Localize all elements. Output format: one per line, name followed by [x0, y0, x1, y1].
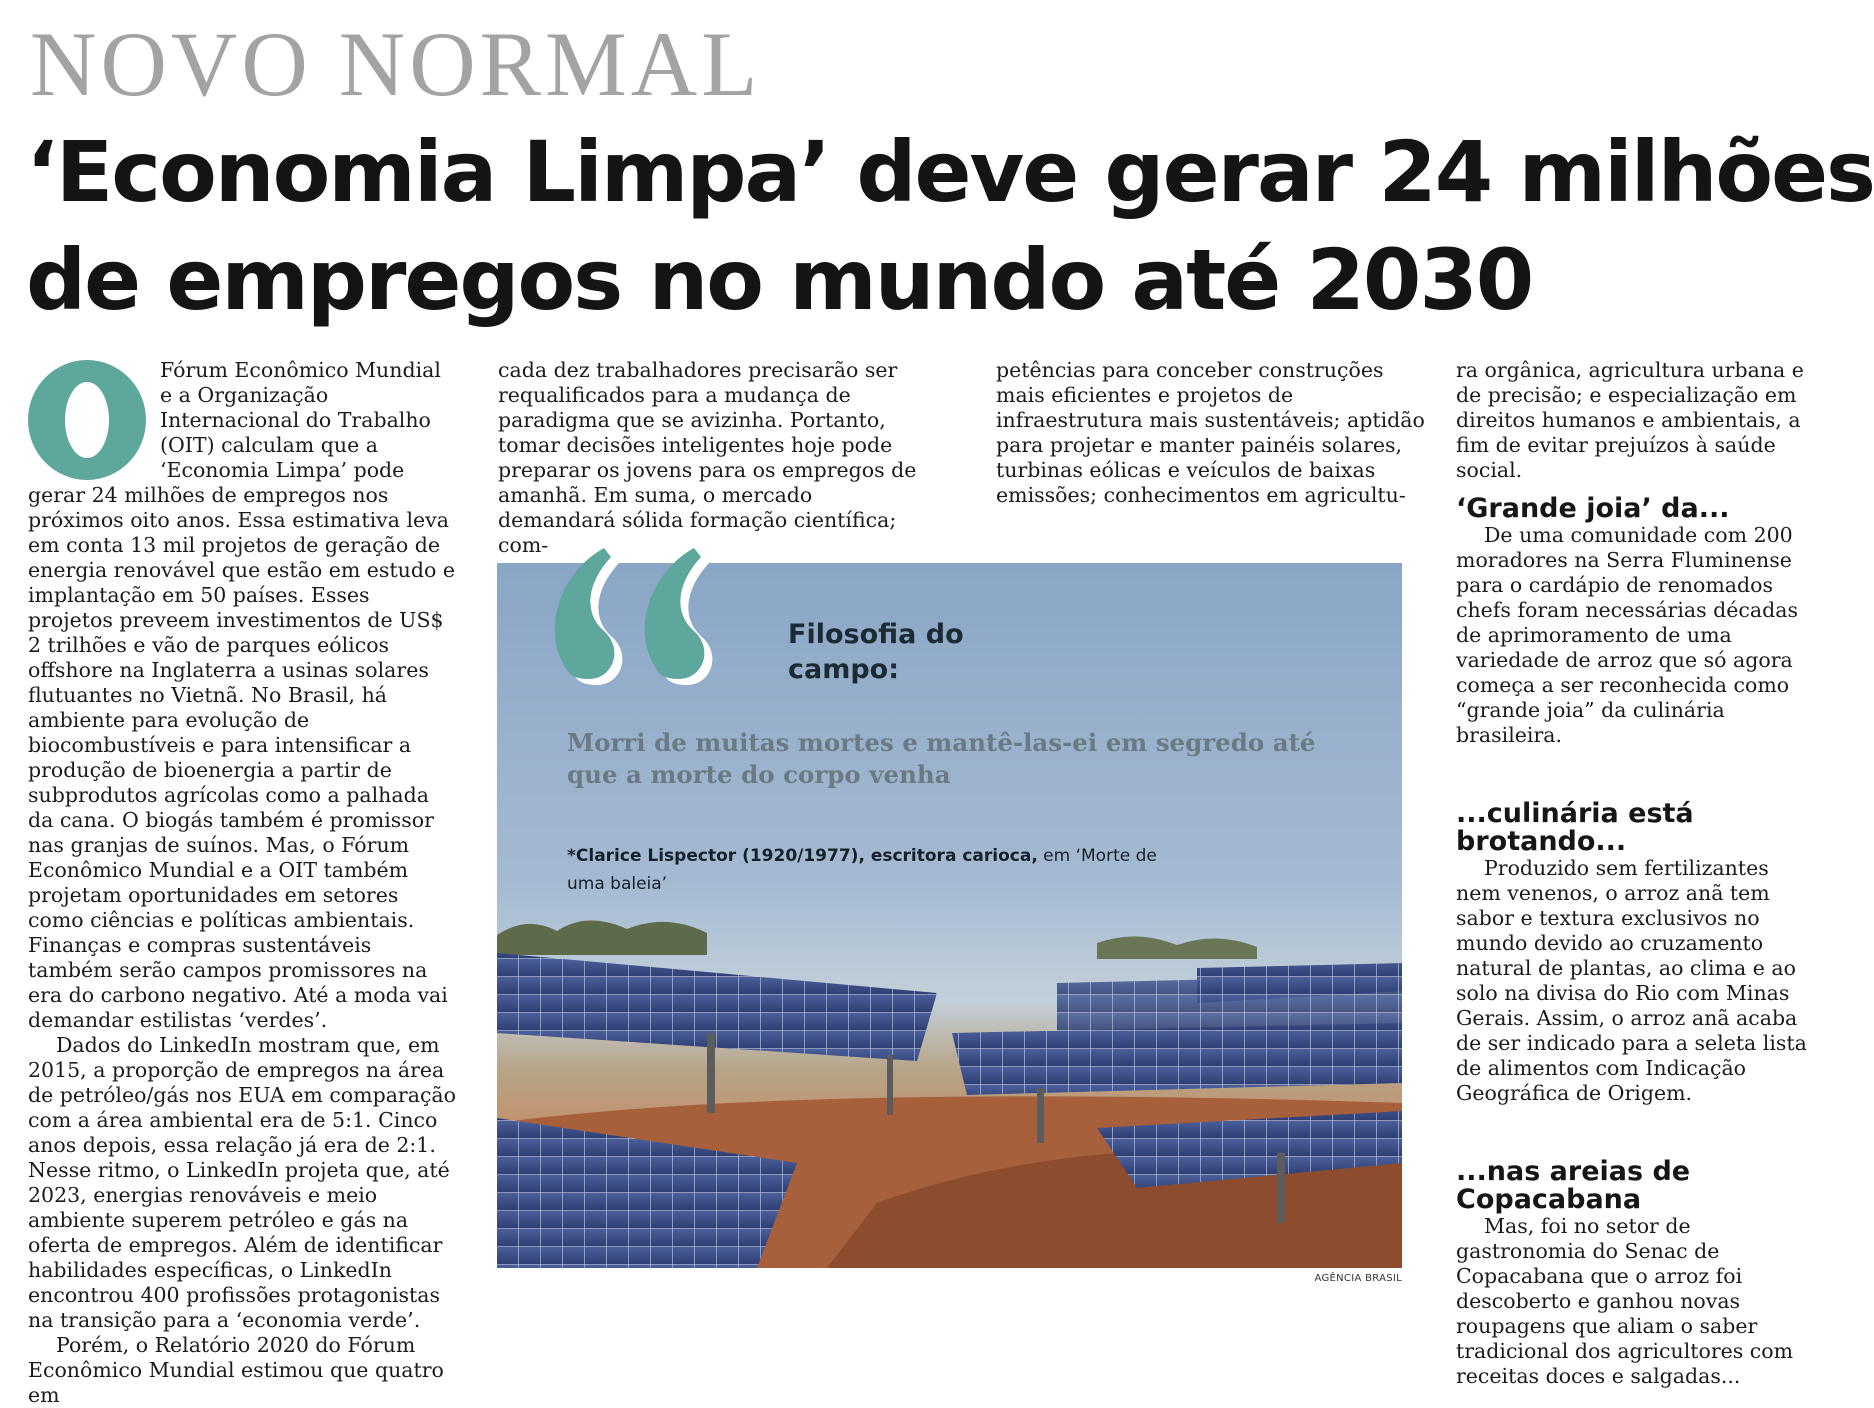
section-kicker: NOVO NORMAL: [30, 13, 762, 115]
article-column-4: [1456, 358, 1816, 1389]
article-column-1: [28, 358, 458, 1408]
paragraph-col3: petências para conceber construções mais eficientes e projetos de infraestrutura mais sustentáveis; aptidão para projetar e manter painéis solares, turbinas eólicas e veículos de baixas emissões; conhecimentos em agricultu-: [996, 358, 1425, 507]
article-column-3: [996, 358, 1432, 508]
quote-author: *Clarice Lispector (1920/1977), escritora carioca,: [567, 846, 1038, 866]
subheading-copacabana: ...nas areias de Copacabana: [1456, 1156, 1691, 1215]
paragraph-culinaria: Produzido sem fertilizantes nem venenos, o arroz anã tem sabor e textura exclusivos no mundo devido ao cruzamento natural de plantas, ao clima e ao solo na divisa do Rio com Minas Gerais. Assim, o arroz anã acaba de ser indicado para a seleta lista de alimentos com Indicação Geográfica de Origem.: [1456, 856, 1807, 1105]
headline: [26, 118, 1874, 334]
paragraph-linkedin: Dados do LinkedIn mostram que, em 2015, a proporção de empregos na área de petróleo/gás nos EUA em comparação com a área ambiental era de 5:1. Cinco anos depois, essa relação já era de 2:1. Nesse ritmo, o LinkedIn projeta que, até 2023, energias renováveis e meio ambiente superem petróleo e gás na oferta de empregos. Além de identificar habilidades específicas, o LinkedIn encontrou 400 profissões protagonistas na transição para a ‘economia verde’.: [28, 1033, 456, 1332]
paragraph-copacabana: Mas, foi no setor de gastronomia do Senac de Copacabana que o arroz foi descoberto e ganhou novas roupagens que aliam o saber tradicional dos agricultores com receitas doces e salgadas...: [1456, 1214, 1794, 1388]
photo-credit: AGÊNCIA BRASIL: [1314, 1273, 1402, 1284]
headline-line-1: ‘Economia Limpa’ deve gerar 24 milhões: [26, 123, 1874, 221]
paragraph-intro: Fórum Econômico Mundial e a Organização Internacional do Trabalho (OIT) calculam que a ‘Economia Limpa’ pode gerar 24 milhões de empregos nos próximos oito anos. Essa estimativa leva em conta 13 mil projetos de geração de energia renovável que estão em estudo e implantação em 50 países. Esses projetos preveem investimentos de US$ 2 trilhões e vão de parques eólicos offshore na Inglaterra a usinas solares flutuantes no Vietnã. No Brasil, há ambiente para evolução de biocombustíveis e para intensificar a produção de bioenergia a partir de subprodutos agrícolas como a palhada da cana. O biogás também é promissor nas granjas de suínos. Mas, o Fórum Econômico Mundial e a OIT também projetam oportunidades em setores como ciências e políticas ambientais. Finanças e compras sustentáveis também serão campos promissores na era do carbono negativo. Até a moda vai demandar estilistas ‘verdes’.: [28, 358, 455, 1032]
quote-source: em ‘Morte de uma baleia’: [567, 846, 1157, 894]
headline-line-2: de empregos no mundo até 2030: [26, 231, 1533, 329]
paragraph-col4-intro: ra orgânica, agricultura urbana e de precisão; e especialização em direitos humanos e ambientais, a fim de evitar prejuízos à saúde social.: [1456, 358, 1804, 482]
paragraph-grande-joia: De uma comunidade com 200 moradores na Serra Fluminense para o cardápio de renomados chefs foram necessárias décadas de aprimoramento de uma variedade de arroz que só agora começa a ser reconhecida como “grande joia” da culinária brasileira.: [1456, 523, 1798, 747]
quote-attribution: [567, 842, 1167, 898]
subheading-culinaria: ...culinária está brotando...: [1456, 798, 1694, 857]
dropcap: [28, 360, 146, 480]
paragraph-relatorio: Porém, o Relatório 2020 do Fórum Econômico Mundial estimou que quatro em: [28, 1333, 444, 1407]
quote-mark-icon: [557, 549, 747, 689]
quote-title: Filosofia do campo:: [788, 619, 964, 685]
paragraph-col2: cada dez trabalhadores precisarão ser requalificados para a mudança de paradigma que se avizinha. Portanto, tomar decisões inteligentes hoje pode preparar os jovens para os empregos de amanhã. Em suma, o mercado demandará sólida formação científica; com-: [498, 358, 917, 557]
subheading-grande-joia: ‘Grande joia’ da...: [1456, 493, 1730, 524]
quote-text: Morri de muitas mortes e mantê-las-ei em segredo até que a morte do corpo venha: [567, 728, 1316, 789]
article-column-2: [498, 358, 934, 558]
